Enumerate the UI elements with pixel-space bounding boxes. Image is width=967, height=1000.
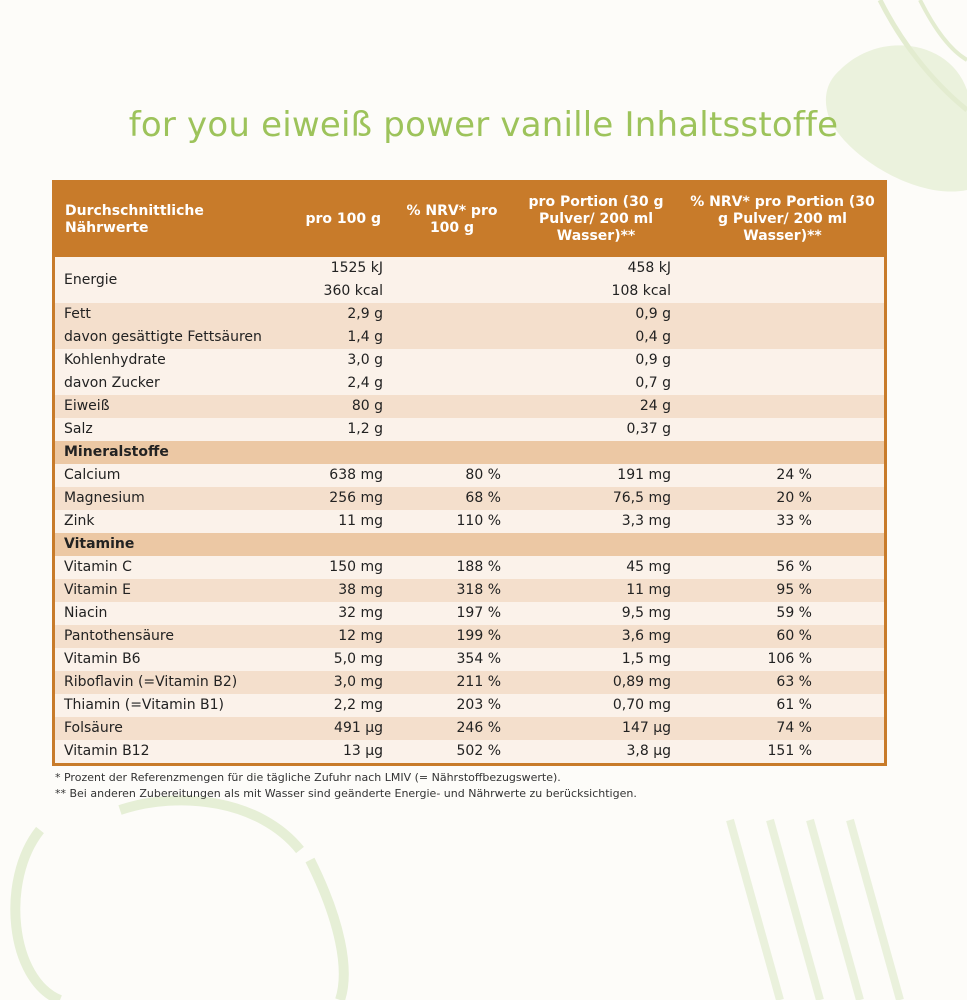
table-row xyxy=(55,257,884,303)
cell-nrv-100g xyxy=(393,625,511,648)
cell-text: 3,8 µg xyxy=(626,743,671,759)
cell-text: Energie xyxy=(64,271,118,288)
header-per-100g: pro 100 g xyxy=(293,183,393,257)
cell-per-100g xyxy=(293,556,393,579)
cell-text: 61 % xyxy=(776,697,812,713)
table-body xyxy=(55,257,884,763)
table-row xyxy=(55,740,884,763)
table-row xyxy=(55,349,884,395)
cell-nutrient xyxy=(55,510,293,533)
cell-text: 45 mg xyxy=(626,559,671,575)
nutrition-table-frame xyxy=(52,180,887,766)
cell-text: 2,9 g xyxy=(347,306,383,322)
cell-nutrient xyxy=(55,349,293,395)
cell-nrv-100g xyxy=(393,257,511,303)
cell-nrv-100g xyxy=(393,556,511,579)
cell-nrv-100g xyxy=(393,579,511,602)
cell-nrv-portion xyxy=(681,648,884,671)
cell-text: 199 % xyxy=(456,628,501,644)
cell-text: 2,4 g xyxy=(347,375,383,391)
cell-text: 0,70 mg xyxy=(612,697,671,713)
cell-per-100g xyxy=(293,257,393,303)
cell-per-100g xyxy=(293,349,393,395)
cell-text: 150 mg xyxy=(329,559,383,575)
cell-per-100g xyxy=(293,464,393,487)
cell-per-portion xyxy=(511,671,681,694)
cell-nrv-portion xyxy=(681,418,884,441)
cell-text: 0,7 g xyxy=(635,375,671,391)
cell-nrv-100g xyxy=(393,694,511,717)
cell-per-portion xyxy=(511,533,681,556)
cell-nutrient xyxy=(55,625,293,648)
cell-nutrient xyxy=(55,464,293,487)
cell-text: 80 % xyxy=(465,467,501,483)
cell-nutrient xyxy=(55,487,293,510)
cell-text: Vitamin E xyxy=(64,582,131,598)
cell-nrv-portion xyxy=(681,441,884,464)
cell-per-100g xyxy=(293,395,393,418)
cell-per-portion xyxy=(511,303,681,349)
cell-text: 491 µg xyxy=(334,720,383,736)
table-row xyxy=(55,671,884,694)
cell-text: 1,2 g xyxy=(347,421,383,437)
table-row xyxy=(55,717,884,740)
cell-nrv-portion xyxy=(681,694,884,717)
cell-per-portion xyxy=(511,625,681,648)
cell-nutrient xyxy=(55,533,293,556)
cell-nutrient xyxy=(55,602,293,625)
cell-text: Kohlenhydrate xyxy=(64,352,166,368)
table-row xyxy=(55,487,884,510)
cell-nrv-portion xyxy=(681,303,884,349)
header-per-portion: pro Portion (30 g Pulver/ 200 ml Wasser)** xyxy=(511,183,681,257)
table-row xyxy=(55,303,884,349)
cell-nutrient xyxy=(55,740,293,763)
table-header-row xyxy=(55,183,884,257)
cell-nrv-portion xyxy=(681,579,884,602)
cell-text: 1,5 mg xyxy=(621,651,671,667)
cell-text: 5,0 mg xyxy=(333,651,383,667)
cell-text: 68 % xyxy=(465,490,501,506)
cell-nrv-100g xyxy=(393,303,511,349)
cell-per-portion xyxy=(511,717,681,740)
cell-text: 33 % xyxy=(776,513,812,529)
header-nrv-portion: % NRV* pro Portion (30 g Pulver/ 200 ml Wasser)** xyxy=(681,183,884,257)
cell-per-100g xyxy=(293,671,393,694)
cell-text: davon Zucker xyxy=(64,375,160,391)
cell-text: 32 mg xyxy=(338,605,383,621)
cell-text: 211 % xyxy=(456,674,501,690)
cell-nrv-portion xyxy=(681,740,884,763)
cell-nrv-100g xyxy=(393,349,511,395)
cell-text: 1525 kJ xyxy=(330,260,383,276)
cell-nrv-100g xyxy=(393,464,511,487)
cell-text: 95 % xyxy=(776,582,812,598)
cell-per-portion xyxy=(511,418,681,441)
cell-text: Mineralstoffe xyxy=(64,444,169,460)
cell-text: Riboflavin (=Vitamin B2) xyxy=(64,674,238,690)
cell-per-portion xyxy=(511,740,681,763)
cell-per-portion xyxy=(511,441,681,464)
cell-nutrient xyxy=(55,556,293,579)
cell-text: 9,5 mg xyxy=(621,605,671,621)
cell-nrv-portion xyxy=(681,257,884,303)
cell-nrv-100g xyxy=(393,441,511,464)
cell-nutrient xyxy=(55,694,293,717)
table-row xyxy=(55,510,884,533)
cell-per-portion xyxy=(511,694,681,717)
cell-text: 0,37 g xyxy=(626,421,671,437)
cell-text: 0,9 g xyxy=(635,352,671,368)
cell-text: Zink xyxy=(64,513,95,529)
cell-text: Thiamin (=Vitamin B1) xyxy=(64,697,224,713)
table-row xyxy=(55,556,884,579)
cell-per-100g xyxy=(293,441,393,464)
cell-text: 106 % xyxy=(767,651,812,667)
section-header-row xyxy=(55,441,884,464)
cell-per-100g xyxy=(293,602,393,625)
cell-nrv-portion xyxy=(681,717,884,740)
cell-text: 2,2 mg xyxy=(333,697,383,713)
cell-text: 0,9 g xyxy=(635,306,671,322)
cell-text: 59 % xyxy=(776,605,812,621)
cell-per-portion xyxy=(511,510,681,533)
cell-text: 20 % xyxy=(776,490,812,506)
header-nrv-100g: % NRV* pro 100 g xyxy=(393,183,511,257)
cell-nrv-portion xyxy=(681,349,884,395)
cell-per-portion xyxy=(511,349,681,395)
cell-text: Folsäure xyxy=(64,720,123,736)
cell-text: 318 % xyxy=(456,582,501,598)
cell-text: Vitamin B12 xyxy=(64,743,150,759)
cell-nutrient xyxy=(55,395,293,418)
cell-per-portion xyxy=(511,579,681,602)
cell-per-portion xyxy=(511,648,681,671)
cell-nrv-portion xyxy=(681,395,884,418)
cell-text: 3,0 g xyxy=(347,352,383,368)
cell-nrv-portion xyxy=(681,487,884,510)
page-title: for you eiweiß power vanille Inhaltsstoffe xyxy=(128,105,839,145)
table-row xyxy=(55,694,884,717)
cell-nrv-portion xyxy=(681,625,884,648)
cell-per-100g xyxy=(293,740,393,763)
cell-per-100g xyxy=(293,533,393,556)
cell-text: Eiweiß xyxy=(64,398,110,414)
cell-text: 246 % xyxy=(456,720,501,736)
cell-text: 110 % xyxy=(456,513,501,529)
cell-text: Vitamin C xyxy=(64,559,132,575)
cell-text: 203 % xyxy=(456,697,501,713)
cell-nrv-100g xyxy=(393,602,511,625)
cell-nutrient xyxy=(55,579,293,602)
cell-nrv-portion xyxy=(681,671,884,694)
cell-text: Fett xyxy=(64,306,91,322)
cell-nrv-portion xyxy=(681,533,884,556)
cell-text: 502 % xyxy=(456,743,501,759)
cell-nrv-100g xyxy=(393,487,511,510)
table-row xyxy=(55,625,884,648)
cell-nutrient xyxy=(55,418,293,441)
cell-text: 13 µg xyxy=(342,743,383,759)
cell-text: 147 µg xyxy=(622,720,671,736)
table-row xyxy=(55,648,884,671)
cell-nutrient xyxy=(55,648,293,671)
cell-per-portion xyxy=(511,257,681,303)
cell-text: 188 % xyxy=(456,559,501,575)
cell-text: Vitamine xyxy=(64,536,135,552)
cell-per-portion xyxy=(511,556,681,579)
cell-text: 638 mg xyxy=(329,467,383,483)
table-row xyxy=(55,464,884,487)
table-row xyxy=(55,395,884,418)
cell-text: Pantothensäure xyxy=(64,628,174,644)
cell-text: 11 mg xyxy=(338,513,383,529)
section-header-row xyxy=(55,533,884,556)
cell-text: 0,4 g xyxy=(635,329,671,345)
nutrition-table xyxy=(55,183,884,763)
header-nutrient: Durchschnittliche Nährwerte xyxy=(55,183,293,257)
cell-text: 3,6 mg xyxy=(621,628,671,644)
cell-per-portion xyxy=(511,395,681,418)
cell-nutrient xyxy=(55,303,293,349)
cell-text: 360 kcal xyxy=(323,283,383,299)
footnote-nrv: * Prozent der Referenzmengen für die tägliche Zufuhr nach LMIV (= Nährstoffbezugswerte). xyxy=(55,771,561,784)
cell-nrv-portion xyxy=(681,556,884,579)
cell-text: 12 mg xyxy=(338,628,383,644)
cell-text: 56 % xyxy=(776,559,812,575)
cell-text: 458 kJ xyxy=(627,260,671,276)
cell-text: 24 g xyxy=(639,398,671,414)
cell-nutrient xyxy=(55,257,293,303)
cell-text: Niacin xyxy=(64,605,108,621)
cell-nrv-100g xyxy=(393,648,511,671)
cell-per-100g xyxy=(293,418,393,441)
cell-text: 60 % xyxy=(776,628,812,644)
cell-nrv-100g xyxy=(393,533,511,556)
cell-text: 80 g xyxy=(351,398,383,414)
cell-per-100g xyxy=(293,694,393,717)
cell-per-portion xyxy=(511,464,681,487)
cell-text: Magnesium xyxy=(64,490,145,506)
cell-text: 191 mg xyxy=(617,467,671,483)
cell-nrv-100g xyxy=(393,671,511,694)
cell-text: Calcium xyxy=(64,467,121,483)
cell-text: 3,3 mg xyxy=(621,513,671,529)
cell-text: 151 % xyxy=(767,743,812,759)
footnotes xyxy=(55,770,695,802)
cell-text: 0,89 mg xyxy=(612,674,671,690)
cell-text: Vitamin B6 xyxy=(64,651,141,667)
cell-nrv-portion xyxy=(681,510,884,533)
cell-per-100g xyxy=(293,579,393,602)
cell-per-100g xyxy=(293,303,393,349)
cell-text: 76,5 mg xyxy=(612,490,671,506)
cell-text: 74 % xyxy=(776,720,812,736)
cell-text: 1,4 g xyxy=(347,329,383,345)
cell-text: 24 % xyxy=(776,467,812,483)
cell-nrv-100g xyxy=(393,510,511,533)
cell-text: 256 mg xyxy=(329,490,383,506)
cell-text: 108 kcal xyxy=(611,283,671,299)
cell-nutrient xyxy=(55,717,293,740)
cell-text: davon gesättigte Fettsäuren xyxy=(64,329,262,345)
cell-nrv-100g xyxy=(393,717,511,740)
table-row xyxy=(55,579,884,602)
cell-per-100g xyxy=(293,510,393,533)
cell-nrv-portion xyxy=(681,602,884,625)
cell-nutrient xyxy=(55,671,293,694)
cell-per-portion xyxy=(511,487,681,510)
cell-per-100g xyxy=(293,717,393,740)
cell-text: 11 mg xyxy=(626,582,671,598)
cell-nutrient xyxy=(55,441,293,464)
cell-per-portion xyxy=(511,602,681,625)
cell-nrv-100g xyxy=(393,740,511,763)
cell-per-100g xyxy=(293,625,393,648)
cell-text: 63 % xyxy=(776,674,812,690)
cell-text: Salz xyxy=(64,421,93,437)
table-row xyxy=(55,602,884,625)
cell-text: 3,0 mg xyxy=(333,674,383,690)
footnote-preparation: ** Bei anderen Zubereitungen als mit Wasser sind geänderte Energie- und Nährwerte zu berücksichtigen. xyxy=(55,787,637,800)
cell-nrv-100g xyxy=(393,418,511,441)
cell-per-100g xyxy=(293,648,393,671)
cell-text: 197 % xyxy=(456,605,501,621)
cell-text: 354 % xyxy=(456,651,501,667)
table-row xyxy=(55,418,884,441)
cell-nrv-portion xyxy=(681,464,884,487)
cell-text: 38 mg xyxy=(338,582,383,598)
cell-per-100g xyxy=(293,487,393,510)
cell-nrv-100g xyxy=(393,395,511,418)
